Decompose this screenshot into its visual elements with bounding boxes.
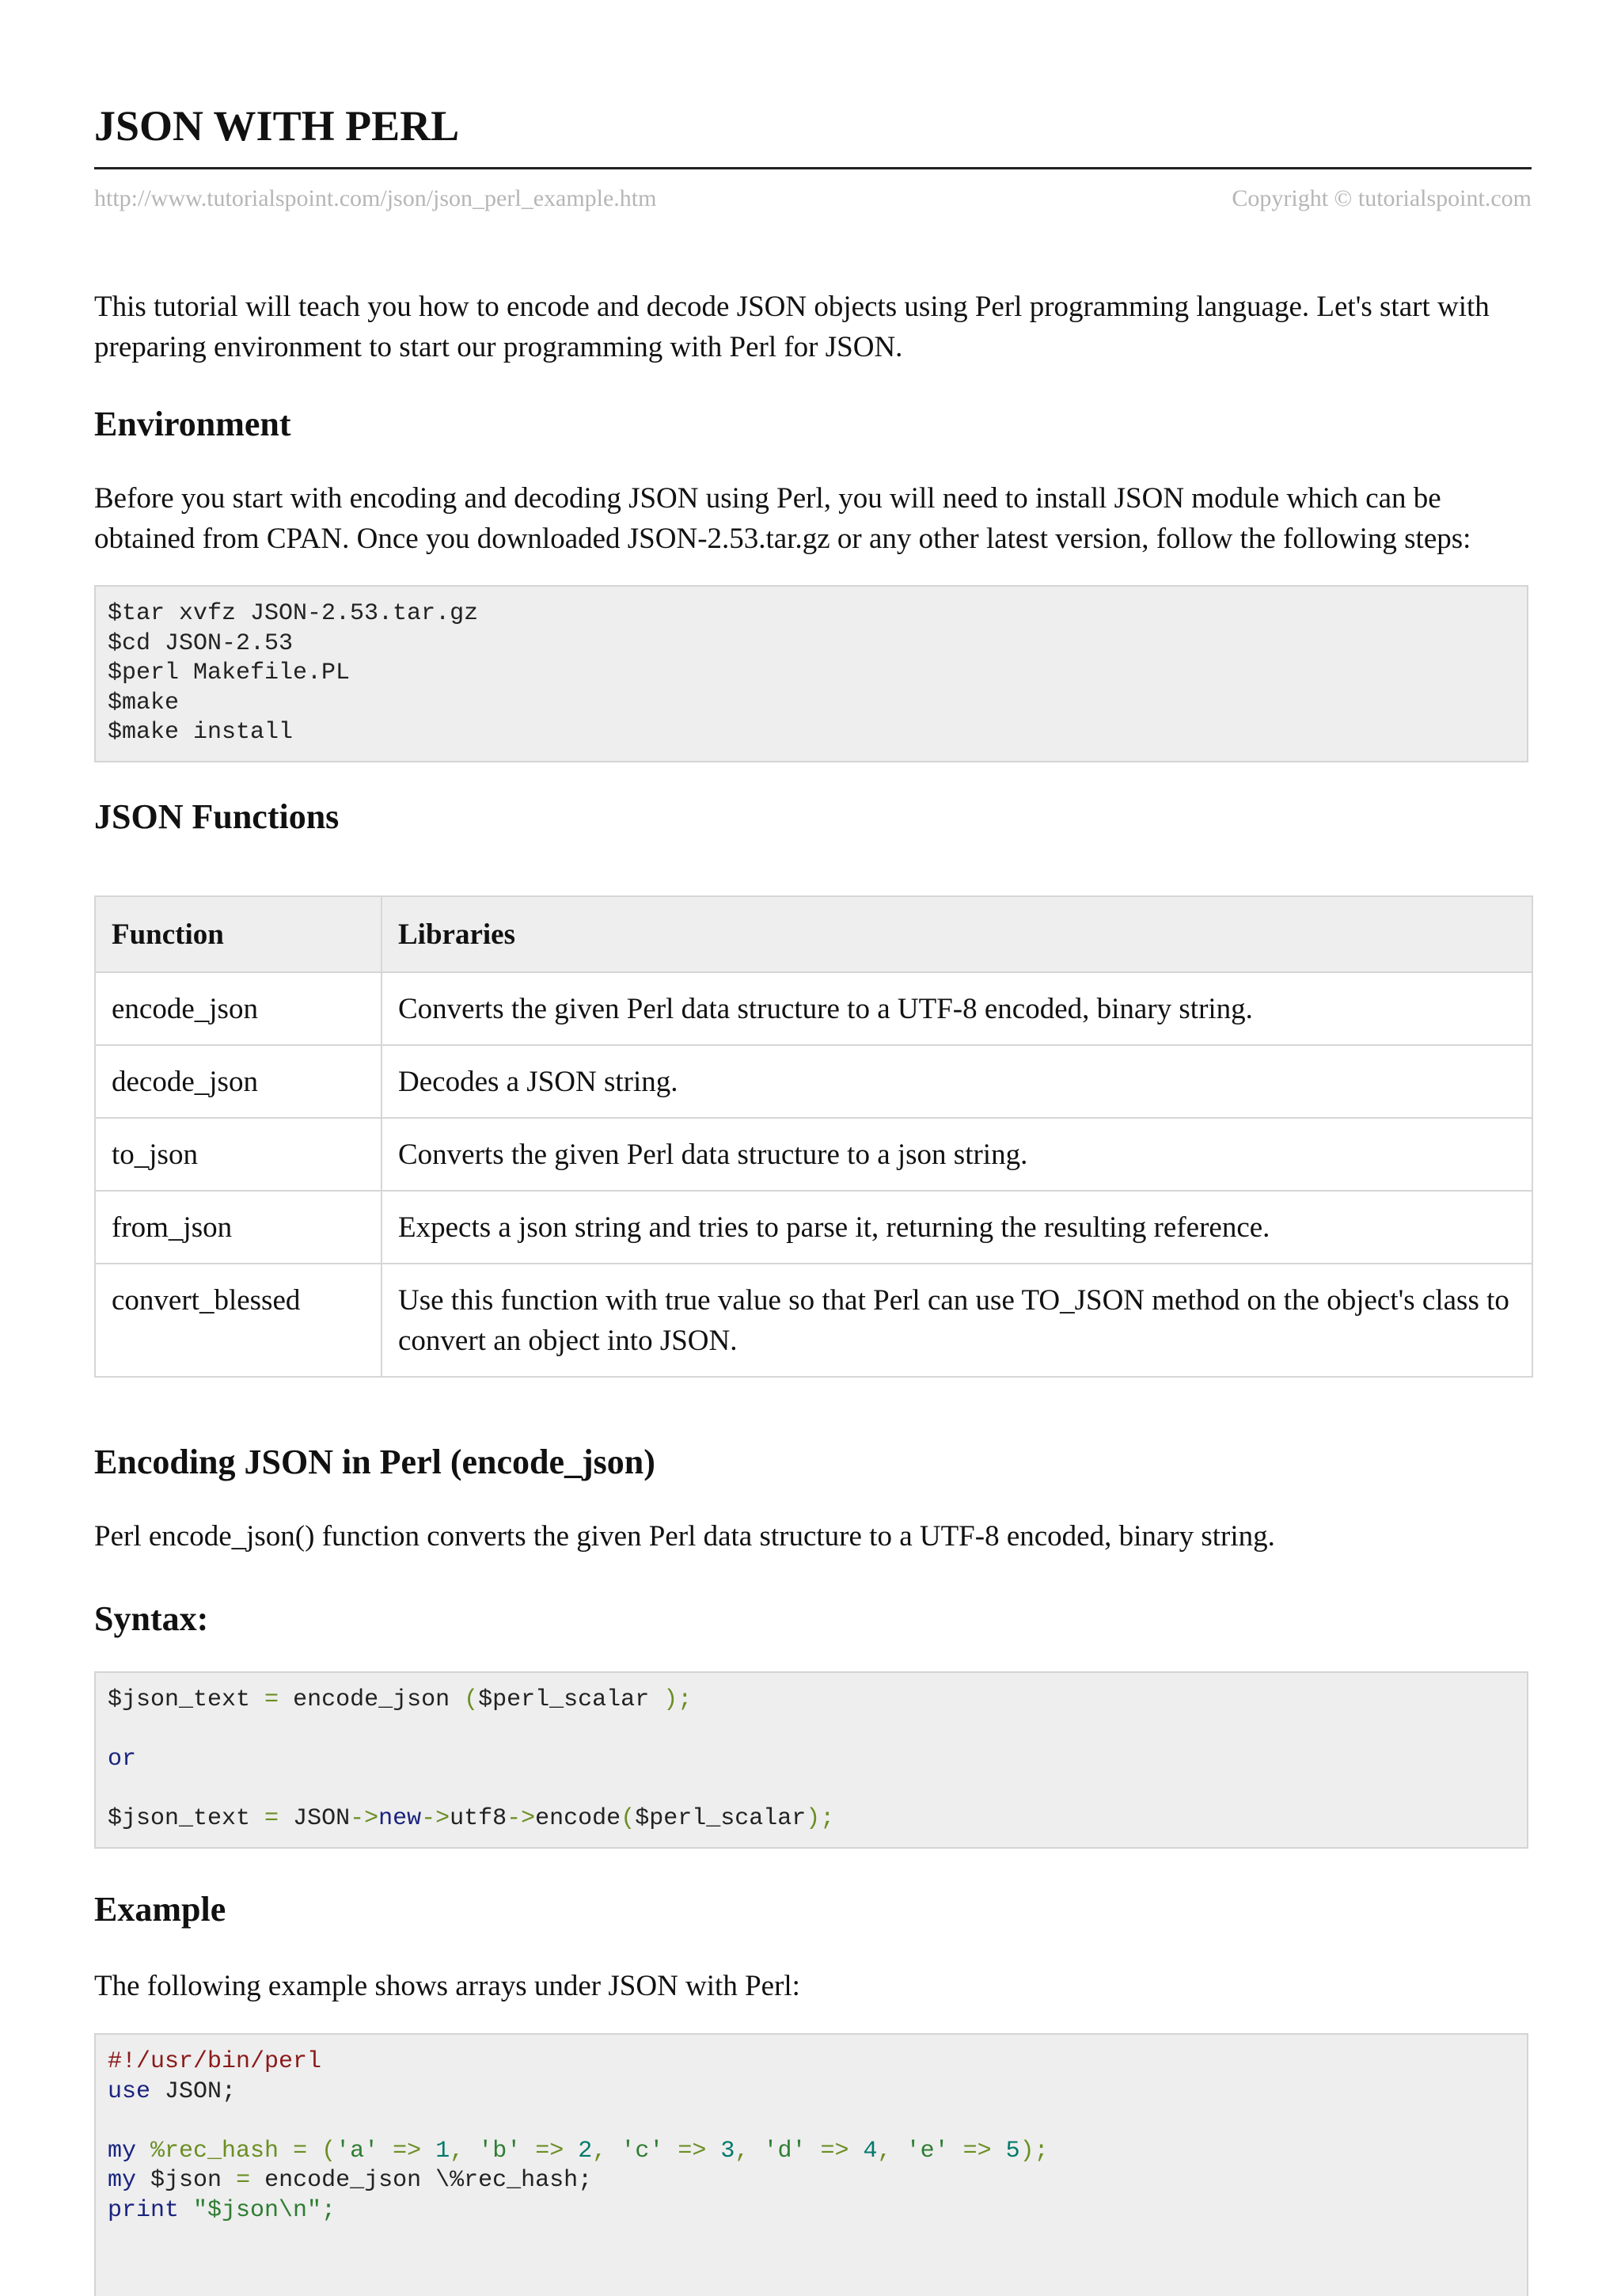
install-line: $make xyxy=(108,689,180,717)
code-paren: ( xyxy=(621,1805,636,1832)
code-expression: encode_json \%rec_hash; xyxy=(264,2167,593,2194)
page-title: JSON WITH PERL xyxy=(94,102,460,150)
code-operator: = xyxy=(264,1686,279,1713)
code-separator: , xyxy=(735,2137,750,2165)
code-string: 'a' xyxy=(336,2137,379,2165)
table-row xyxy=(95,1191,1532,1264)
table-row xyxy=(95,1264,1532,1377)
environment-heading: Environment xyxy=(94,405,291,443)
code-variable: $perl_scalar xyxy=(478,1686,650,1713)
code-arrow: => xyxy=(678,2137,707,2165)
code-shebang: #!/usr/bin/perl xyxy=(108,2048,322,2075)
code-paren: ( xyxy=(464,1686,479,1713)
code-variable: $json_text xyxy=(108,1805,251,1832)
code-print-line xyxy=(108,2196,1515,2226)
code-variable: $perl_scalar xyxy=(635,1805,807,1832)
title-divider xyxy=(94,167,1532,169)
code-keyword: print xyxy=(108,2196,180,2224)
code-keyword: my xyxy=(108,2167,137,2194)
code-json-line xyxy=(108,2166,1515,2196)
intro-paragraph: This tutorial will teach you how to encode and decode JSON objects using Perl programming language. Let's start with preparing environment to start our programming with Perl for JSON. xyxy=(94,291,1490,363)
copyright-notice: Copyright © tutorialspoint.com xyxy=(1232,185,1532,211)
code-arrow: => xyxy=(962,2137,992,2165)
code-string: 'e' xyxy=(905,2137,949,2165)
install-line: $cd JSON-2.53 xyxy=(108,629,294,657)
code-string: "$json\n"; xyxy=(193,2196,336,2224)
function-desc-cell: Converts the given Perl data structure to a json string. xyxy=(382,1118,1532,1191)
encoding-paragraph: Perl encode_json() function converts the given Perl data structure to a UTF-8 encoded, binary string. xyxy=(94,1520,1275,1553)
function-desc-cell: Converts the given Perl data structure to a UTF-8 encoded, binary string. xyxy=(382,972,1532,1045)
code-keyword: new xyxy=(378,1805,422,1832)
code-method: encode xyxy=(535,1805,621,1832)
function-desc-cell: Use this function with true value so that Perl can use TO_JSON method on the object's class to convert an object into JSON. xyxy=(382,1264,1532,1377)
functions-heading: JSON Functions xyxy=(94,797,340,836)
function-name-cell: convert_blessed xyxy=(95,1264,382,1377)
code-arrow: -> xyxy=(350,1805,379,1832)
code-paren: ( xyxy=(321,2137,336,2165)
code-function: encode_json xyxy=(293,1686,450,1713)
table-row xyxy=(95,972,1532,1045)
column-header-function: Function xyxy=(95,896,382,972)
code-variable: $json xyxy=(150,2167,222,2194)
syntax-line-oo-encode xyxy=(108,1804,1515,1834)
environment-paragraph: Before you start with encoding and decoding JSON using Perl, you will need to install JSON module which can be obtained from CPAN. Once you downloaded JSON-2.53.tar.gz or any other latest version, follow the following steps: xyxy=(94,482,1471,555)
code-keyword: or xyxy=(108,1746,137,1773)
code-class: JSON xyxy=(293,1805,351,1832)
code-number: 3 xyxy=(720,2137,735,2165)
code-operator: = xyxy=(264,1805,279,1832)
code-operator: = xyxy=(293,2137,308,2165)
function-name-cell: from_json xyxy=(95,1191,382,1264)
code-separator: , xyxy=(592,2137,607,2165)
code-module: JSON; xyxy=(165,2077,237,2105)
code-operator: = xyxy=(236,2167,251,2194)
functions-table xyxy=(94,895,1533,1378)
code-arrow: => xyxy=(820,2137,849,2165)
code-number: 1 xyxy=(435,2137,450,2165)
code-number: 4 xyxy=(863,2137,878,2165)
install-line: $tar xvfz JSON-2.53.tar.gz xyxy=(108,600,479,627)
table-header-row xyxy=(95,896,1532,972)
install-code-block xyxy=(94,585,1528,762)
code-number: 5 xyxy=(1005,2137,1020,2165)
code-hash-line xyxy=(108,2137,1515,2167)
function-name-cell: decode_json xyxy=(95,1045,382,1118)
code-arrow: -> xyxy=(421,1805,450,1832)
syntax-line-or xyxy=(108,1745,1515,1775)
code-number: 2 xyxy=(578,2137,593,2165)
syntax-heading: Syntax: xyxy=(94,1599,209,1638)
code-string: 'd' xyxy=(763,2137,807,2165)
code-arrow: -> xyxy=(507,1805,536,1832)
code-arrow: => xyxy=(535,2137,564,2165)
code-keyword: my xyxy=(108,2137,137,2165)
function-desc-cell: Expects a json string and tries to parse it, returning the resulting reference. xyxy=(382,1191,1532,1264)
source-url: http://www.tutorialspoint.com/json/json_perl_example.htm xyxy=(94,185,657,211)
code-paren: ); xyxy=(806,1805,835,1832)
code-arrow: => xyxy=(393,2137,422,2165)
code-string: 'b' xyxy=(478,2137,522,2165)
code-use-line xyxy=(108,2077,1515,2108)
example-code-block xyxy=(94,2033,1528,2296)
syntax-line-encode-json xyxy=(108,1686,1515,1716)
table-row xyxy=(95,1118,1532,1191)
code-separator: ); xyxy=(1019,2137,1049,2165)
code-variable: $json_text xyxy=(108,1686,251,1713)
function-name-cell: encode_json xyxy=(95,972,382,1045)
table-row xyxy=(95,1045,1532,1118)
syntax-code-block xyxy=(94,1671,1528,1849)
code-separator: , xyxy=(877,2137,892,2165)
function-desc-cell: Decodes a JSON string. xyxy=(382,1045,1532,1118)
example-heading: Example xyxy=(94,1890,226,1929)
encoding-heading: Encoding JSON in Perl (encode_json) xyxy=(94,1443,655,1481)
code-keyword: use xyxy=(108,2077,151,2105)
code-paren: ); xyxy=(663,1686,693,1713)
install-line: $perl Makefile.PL xyxy=(108,660,351,686)
code-separator: , xyxy=(450,2137,465,2165)
column-header-libraries: Libraries xyxy=(382,896,1532,972)
code-sigil-var: %rec_hash xyxy=(150,2137,279,2165)
install-line: $make install xyxy=(108,719,294,746)
code-string: 'c' xyxy=(621,2137,664,2165)
function-name-cell: to_json xyxy=(95,1118,382,1191)
example-paragraph: The following example shows arrays under JSON with Perl: xyxy=(94,1970,800,2002)
code-method: utf8 xyxy=(450,1805,507,1832)
